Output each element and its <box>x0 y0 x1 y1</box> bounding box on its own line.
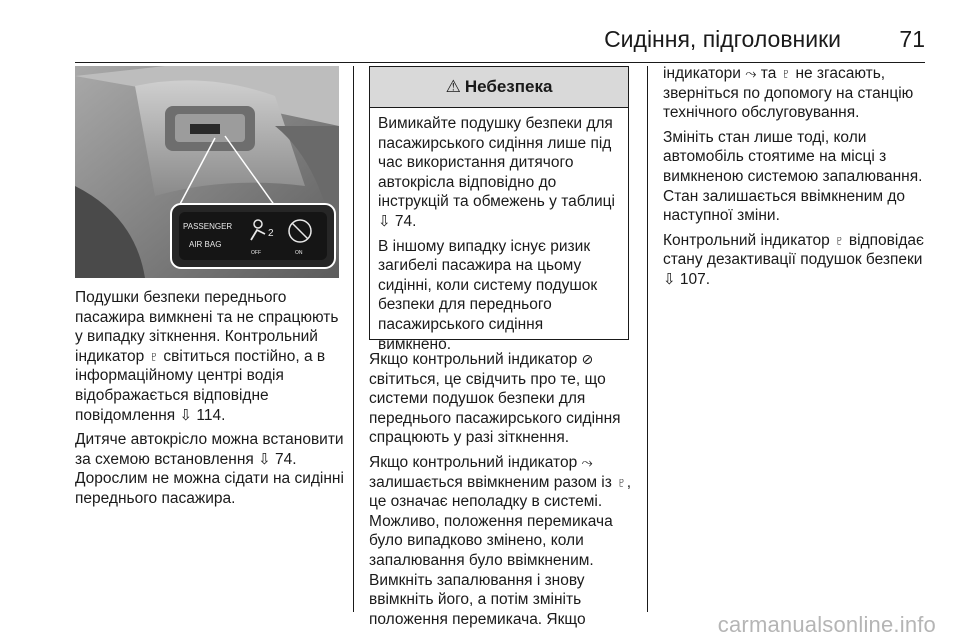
text: Змініть стан лише тоді, коли автомобіль стоятиме на місці з вимкненою системою запалювання. Стан залишається ввімкненим до наступної зміни. <box>663 128 923 225</box>
off-label: OFF <box>251 250 261 256</box>
page-header <box>75 18 925 58</box>
svg-text:2: 2 <box>268 228 274 239</box>
airbag-label: AIR BAG <box>189 240 222 249</box>
column-1 <box>75 288 345 514</box>
reference-arrow-icon: ⇩ <box>258 450 271 468</box>
page-number: 71 <box>899 26 925 52</box>
text: , це означає неполадку в системі. Можливо, положення перемикача було випадково змінено, коли запалювання було ввімкненим. Вимкніть запалювання і знову ввімкніть його, а потім змініть положення перемикача. Якщо <box>369 473 631 628</box>
text: залишається ввімкненим разом із <box>369 473 612 491</box>
paragraph <box>663 231 929 290</box>
airbag-light-icon: ⊘ <box>581 351 594 367</box>
paragraph <box>663 128 929 226</box>
airbag-person-icon: ♇ <box>616 473 627 490</box>
airbag-person-icon: ♇ <box>834 231 845 248</box>
paragraph <box>75 430 345 508</box>
passenger-label: PASSENGER <box>183 222 233 231</box>
column-divider-1 <box>353 66 354 612</box>
text: відповідає стану дезактивації подушок безпеки <box>663 231 924 269</box>
reference-arrow-icon: ⇩ <box>663 270 676 288</box>
text: світиться, це свідчить про те, що системи подушок безпеки для переднього пасажирського сидіння спрацюють у разі зіткнення. <box>369 370 621 447</box>
text: не згасають, зверніться по допомогу на станцію технічного обслуговування. <box>663 65 914 122</box>
paragraph <box>378 237 620 355</box>
text: світиться постійно, а в інформаційному центрі водія відображається відповідне повідомлення <box>75 347 326 424</box>
airbag-person-icon: ♇ <box>780 65 792 81</box>
reference-arrow-icon: ⇩ <box>378 212 391 230</box>
page-reference: 74. <box>274 450 297 468</box>
reference-arrow-icon: ⇩ <box>179 406 193 424</box>
page-reference: 107. <box>679 270 711 288</box>
page-reference: 114. <box>196 406 226 424</box>
danger-body <box>370 108 628 365</box>
text: Якщо контрольний індикатор <box>369 453 578 471</box>
danger-title: Небезпека <box>464 77 553 96</box>
seatbelt-icon: ⤳ <box>581 453 593 470</box>
paragraph <box>663 64 929 123</box>
page-reference: 74. <box>394 212 417 230</box>
paragraph <box>369 350 637 448</box>
text: Дитяче автокрісло можна встановити за схемою встановлення <box>75 431 344 468</box>
column-2 <box>369 350 637 634</box>
paragraph <box>378 114 620 232</box>
airbag-console-photo <box>75 66 339 278</box>
text: Якщо контрольний індикатор <box>369 351 578 368</box>
on-label: ON <box>295 250 303 256</box>
section-title: Сидіння, підголовники <box>604 26 841 52</box>
warning-triangle-icon: ⚠ <box>445 77 461 96</box>
text: Подушки безпеки переднього пасажира вимкнені та не спрацюють у випадку зіткнення. Контрольний індикатор <box>75 289 339 365</box>
airbag-person-icon: ♇ <box>148 347 160 364</box>
text: та <box>760 65 777 82</box>
text: В іншому випадку існує ризик загибелі пасажира на цьому сидінні, коли систему подушок безпеки для переднього пасажирського сидіння вимкнено. <box>378 237 598 353</box>
paragraph <box>75 288 345 425</box>
text: Дорослим не можна сідати на сидінні переднього пасажира. <box>75 470 344 507</box>
danger-box <box>369 66 629 353</box>
text: Контрольний індикатор <box>663 231 830 249</box>
column-divider-2 <box>647 66 648 612</box>
column-3 <box>663 64 929 295</box>
console-illustration <box>75 66 339 278</box>
text: Вимикайте подушку безпеки для пасажирського сидіння лише під час використання дитячого автокрісла відповідно до інструкцій та обмежень у таблиці <box>378 115 615 211</box>
danger-header <box>370 67 628 108</box>
watermark: carmanualsonline.info <box>717 612 936 637</box>
paragraph <box>369 453 637 629</box>
seatbelt-icon: ⤳ <box>745 65 757 81</box>
header-rule <box>75 62 925 63</box>
text: індикатори <box>663 65 741 82</box>
